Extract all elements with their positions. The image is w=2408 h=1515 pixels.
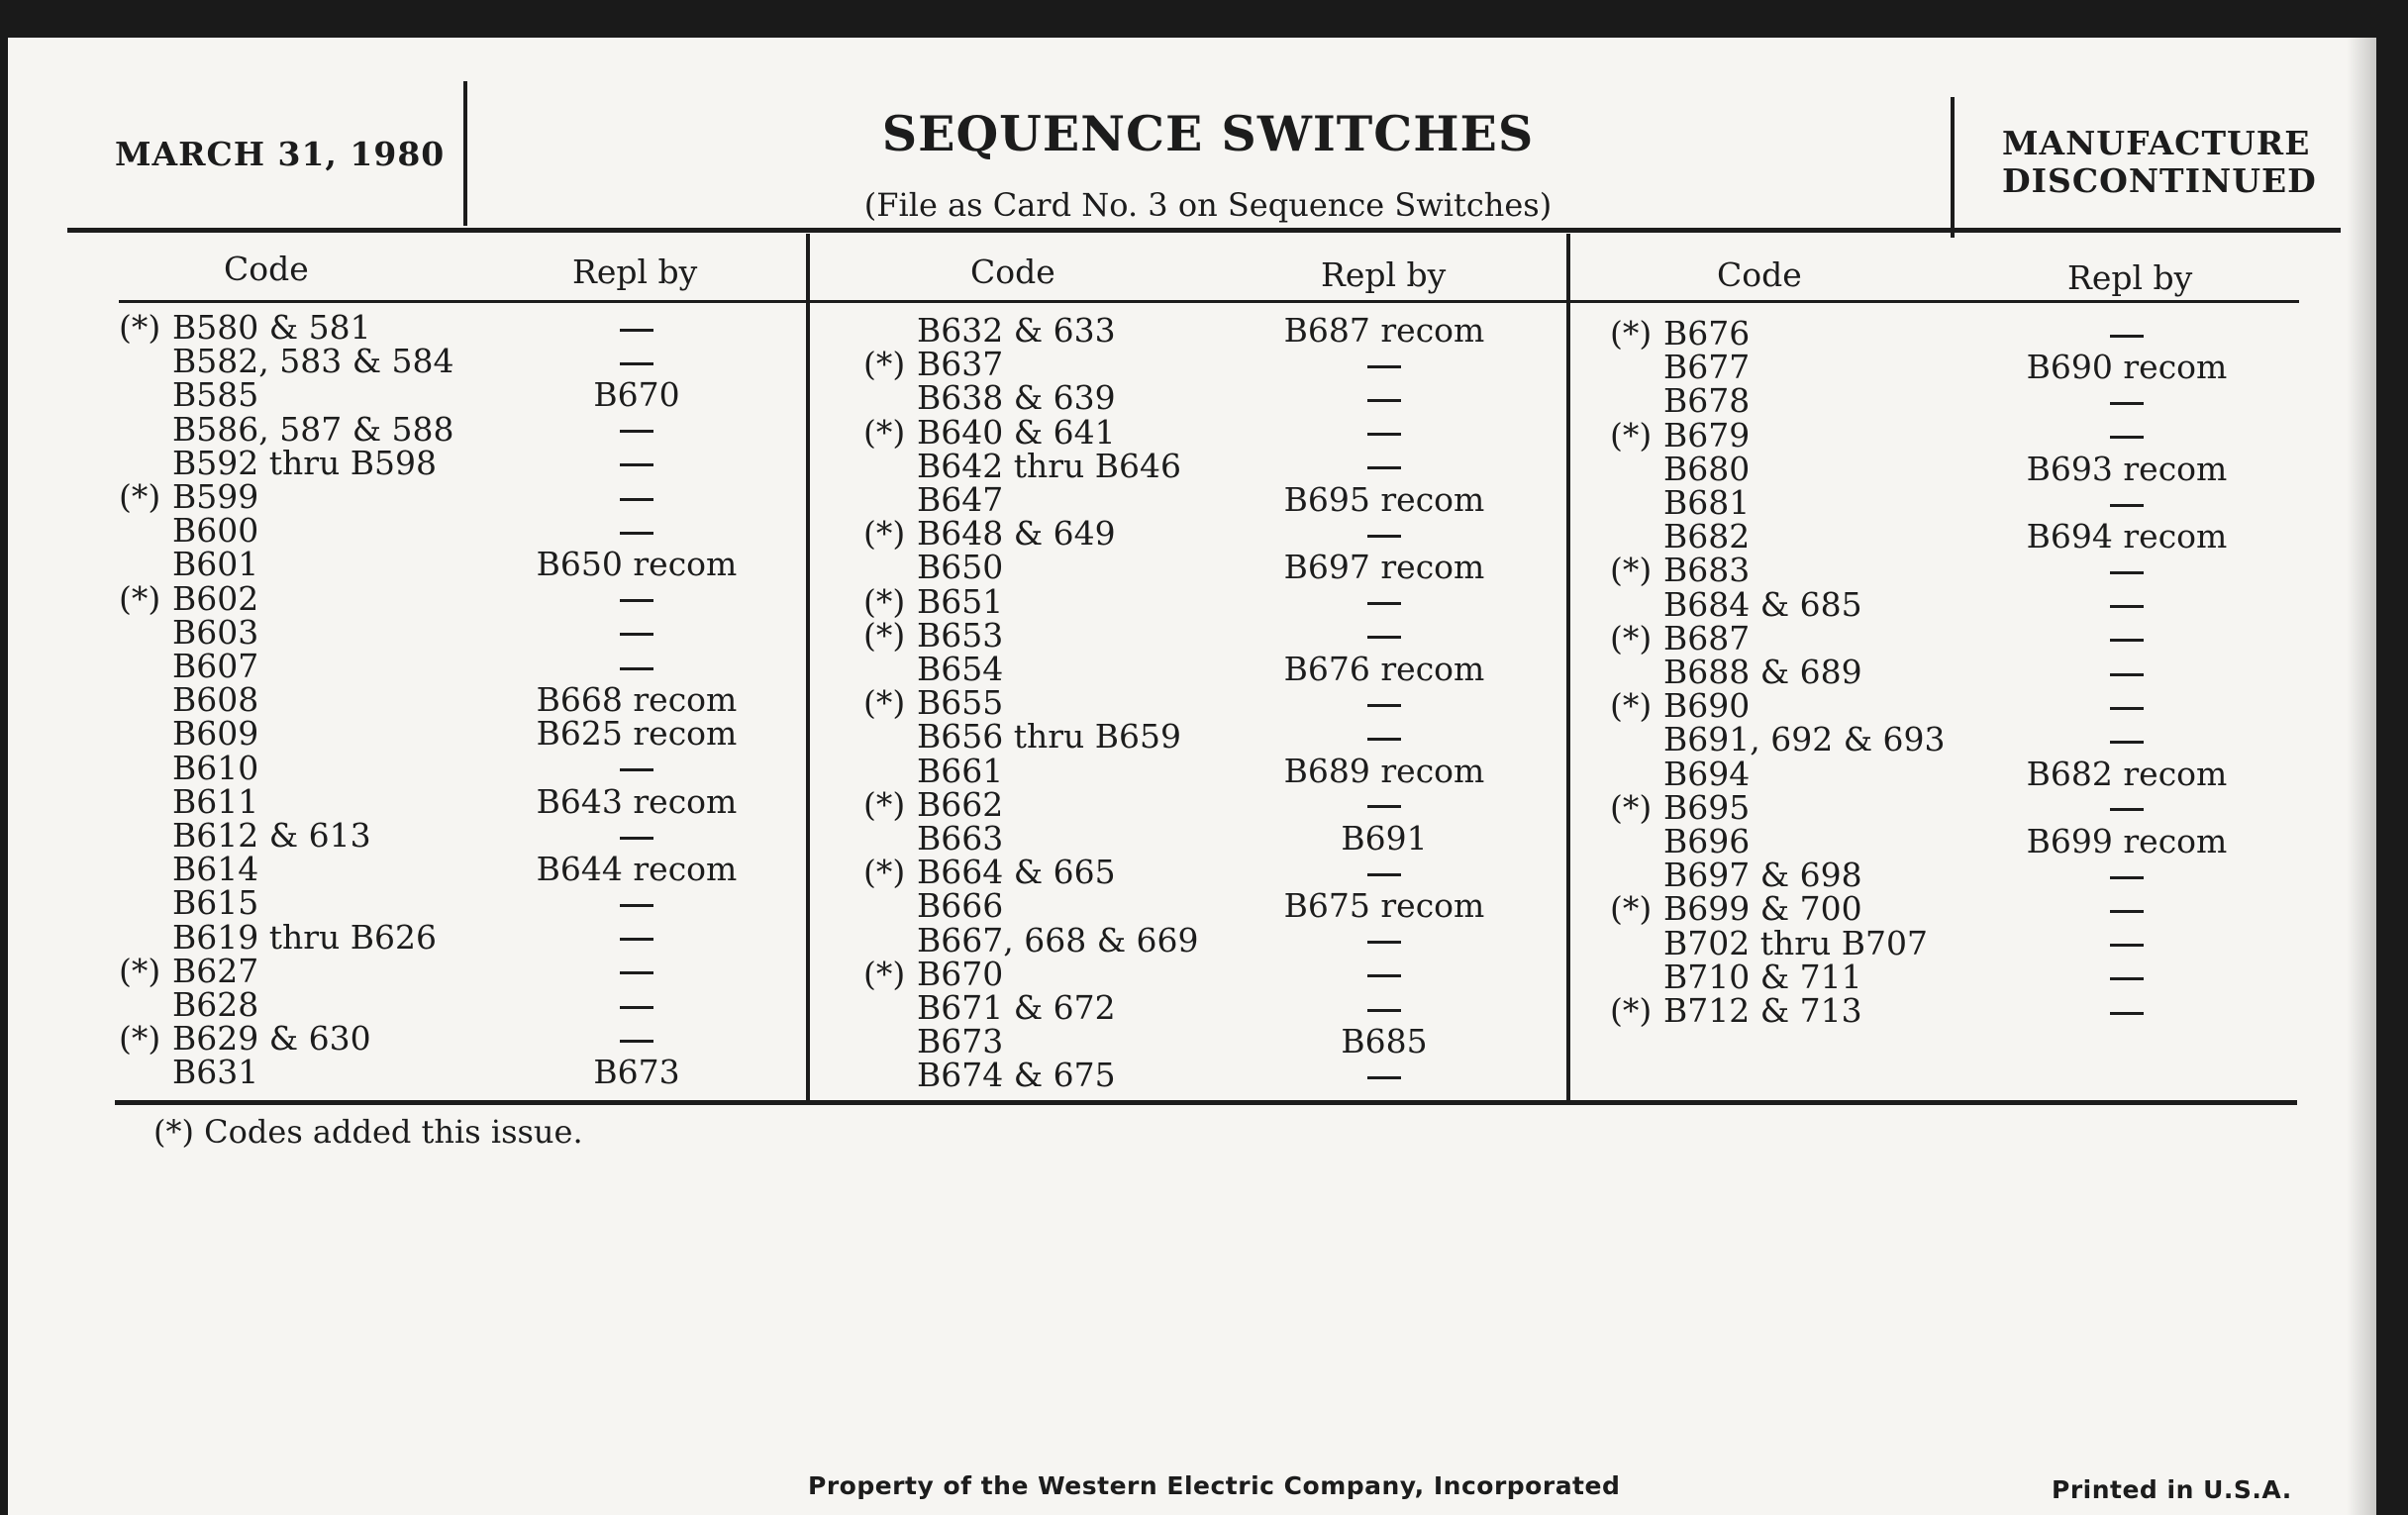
repl-cell: [1236, 517, 1533, 551]
repl-cell: B685: [1341, 1022, 1428, 1061]
dash-mark: [2110, 876, 2144, 879]
repl-cell: [488, 921, 785, 955]
dash-mark: [1367, 1076, 1401, 1079]
repl-cell: [488, 311, 785, 345]
dash-mark: [620, 904, 653, 907]
repl-cell: [488, 819, 785, 853]
code-cell: B608: [172, 680, 259, 720]
dash-mark: [1367, 365, 1401, 368]
dash-mark: [2110, 944, 2144, 947]
code-cell: B678: [1663, 381, 1751, 421]
repl-cell: [1978, 723, 2275, 757]
added-marker: (*): [863, 581, 906, 621]
dash-mark: [620, 362, 653, 365]
repl-cell: B693 recom: [2026, 449, 2228, 488]
dash-mark: [1367, 636, 1401, 639]
dash-mark: [620, 599, 653, 602]
code-cell: B602: [172, 578, 259, 618]
code-cell: B580 & 581: [172, 308, 371, 347]
code-cell: B694: [1663, 754, 1751, 793]
repl-cell: [1236, 856, 1533, 889]
code-cell: B695: [1663, 787, 1751, 827]
code-cell: B697 & 698: [1663, 856, 1862, 895]
code-cell: B615: [172, 883, 259, 923]
added-marker: (*): [863, 412, 906, 452]
dash-mark: [620, 430, 653, 433]
code-cell: B631: [172, 1053, 259, 1092]
code-cell: B688 & 689: [1663, 653, 1862, 691]
dash-mark: [1367, 873, 1401, 876]
dash-mark: [1367, 1009, 1401, 1012]
code-cell: B663: [917, 819, 1004, 858]
code-cell: B684 & 685: [1663, 584, 1862, 624]
repl-cell: [488, 886, 785, 920]
title-block: [465, 105, 1951, 224]
code-cell: B586, 587 & 588: [172, 409, 454, 449]
dash-mark: [2110, 504, 2144, 507]
repl-cell: B676 recom: [1283, 650, 1485, 688]
page-title: SEQUENCE SWITCHES: [881, 105, 1535, 162]
code-cell: B637: [917, 345, 1004, 384]
code-cell: B677: [1663, 348, 1751, 387]
added-marker: (*): [863, 514, 906, 554]
dash-mark: [620, 532, 653, 535]
code-cell: B702 thru B707: [1663, 923, 1928, 962]
added-marker: (*): [863, 784, 906, 824]
code-cell: B582, 583 & 584: [172, 342, 454, 381]
code-cell: B611: [172, 781, 259, 821]
repl-cell: B694 recom: [2026, 517, 2228, 556]
repl-cell: [1236, 686, 1533, 720]
added-marker: (*): [1610, 551, 1653, 590]
status-block: [2002, 125, 2319, 200]
dash-mark: [1367, 704, 1401, 707]
code-cell: B654: [917, 650, 1004, 688]
dash-mark: [2110, 910, 2144, 913]
code-cell: B664 & 665: [917, 853, 1116, 892]
code-cell: B607: [172, 647, 259, 685]
repl-cell: [488, 988, 785, 1022]
repl-cell: [1978, 994, 2275, 1028]
code-cell: B696: [1663, 822, 1751, 860]
repl-cell: [1978, 892, 2275, 926]
repl-cell: B670: [593, 375, 680, 415]
repl-cell: [1236, 585, 1533, 619]
added-marker: (*): [1610, 991, 1653, 1030]
code-cell: B655: [917, 683, 1004, 723]
repl-cell: B691: [1341, 819, 1428, 858]
repl-cell: [1236, 1059, 1533, 1092]
repl-cell: [1236, 788, 1533, 822]
repl-cell: [1978, 960, 2275, 994]
repl-cell: B695 recom: [1283, 480, 1485, 519]
dash-mark: [620, 938, 653, 941]
repl-cell: [488, 480, 785, 514]
code-cell: B585: [172, 375, 259, 415]
added-marker: (*): [863, 853, 906, 892]
repl-cell: [1236, 991, 1533, 1025]
added-marker: (*): [119, 308, 161, 347]
dash-mark: [620, 971, 653, 974]
code-cell: B656 thru B659: [917, 717, 1181, 757]
dash-mark: [620, 667, 653, 670]
code-cell: B610: [172, 748, 259, 787]
code-cell: B681: [1663, 483, 1751, 522]
added-marker: (*): [119, 951, 161, 990]
repl-cell: [488, 582, 785, 616]
repl-cell: [488, 955, 785, 988]
dash-mark: [1367, 974, 1401, 977]
issue-date: MARCH 31, 1980: [115, 135, 446, 173]
code-cell: B676: [1663, 314, 1751, 353]
code-cell: B638 & 639: [917, 378, 1116, 418]
dash-mark: [2110, 571, 2144, 574]
code-cell: B647: [917, 480, 1004, 519]
code-cell: B609: [172, 714, 259, 754]
repl-cell: B689 recom: [1283, 751, 1485, 790]
dash-mark: [620, 329, 653, 332]
code-cell: B629 & 630: [172, 1019, 371, 1059]
code-cell: B640 & 641: [917, 412, 1116, 452]
dash-mark: [2110, 335, 2144, 338]
footnote: (*) Codes added this issue.: [153, 1113, 583, 1151]
code-cell: B653: [917, 615, 1004, 655]
dash-mark: [2110, 639, 2144, 642]
dash-mark: [2110, 977, 2144, 980]
code-cell: B666: [917, 886, 1004, 926]
dash-mark: [620, 463, 653, 466]
code-cell: B662: [917, 784, 1004, 824]
repl-cell: [1978, 689, 2275, 723]
repl-cell: B625 recom: [536, 714, 738, 754]
added-marker: (*): [863, 345, 906, 384]
repl-cell: [1978, 419, 2275, 453]
code-cell: B679: [1663, 415, 1751, 454]
repl-cell: [488, 345, 785, 378]
repl-cell: B668 recom: [536, 680, 738, 720]
dash-mark: [2110, 436, 2144, 439]
repl-cell: B675 recom: [1283, 886, 1485, 926]
repl-cell: [488, 447, 785, 480]
column-header-rule: [119, 300, 2299, 303]
added-marker: (*): [863, 615, 906, 655]
code-cell: B592 thru B598: [172, 443, 437, 482]
column-header-repl: Repl by: [572, 252, 698, 291]
dash-mark: [620, 1040, 653, 1043]
dash-mark: [2110, 673, 2144, 676]
status-line-2: DISCONTINUED: [2002, 161, 2317, 200]
code-cell: B690: [1663, 686, 1751, 726]
code-cell: B691, 692 & 693: [1663, 720, 1946, 759]
dash-mark: [1367, 805, 1401, 808]
column-header-repl: Repl by: [2067, 258, 2193, 297]
column-header-code: Code: [224, 250, 309, 288]
code-cell: B699 & 700: [1663, 889, 1862, 929]
added-marker: (*): [119, 1019, 161, 1059]
dash-mark: [620, 1006, 653, 1009]
page-subtitle: (File as Card No. 3 on Sequence Switches): [863, 186, 1553, 224]
repl-cell: B687 recom: [1283, 311, 1485, 350]
repl-cell: B682 recom: [2026, 754, 2228, 793]
header-rule: [67, 228, 2341, 233]
dash-mark: [1367, 738, 1401, 741]
added-marker: (*): [863, 954, 906, 993]
table-bottom-rule: [115, 1100, 2297, 1105]
dash-mark: [2110, 707, 2144, 710]
code-cell: B603: [172, 612, 259, 652]
repl-cell: B644 recom: [536, 850, 738, 889]
repl-cell: B697 recom: [1283, 548, 1485, 587]
repl-cell: B699 recom: [2026, 822, 2228, 860]
code-cell: B599: [172, 477, 259, 516]
dash-mark: [2110, 1012, 2144, 1015]
dash-mark: [2110, 402, 2144, 405]
added-marker: (*): [1610, 889, 1653, 929]
dash-mark: [1367, 466, 1401, 469]
column-header-repl: Repl by: [1321, 255, 1447, 294]
repl-cell: [1236, 720, 1533, 754]
code-cell: B628: [172, 985, 259, 1024]
dash-mark: [1367, 399, 1401, 402]
dash-mark: [2110, 741, 2144, 744]
code-cell: B710 & 711: [1663, 957, 1862, 996]
page-edge-shadow: [2347, 38, 2376, 1515]
code-cell: B670: [917, 954, 1004, 993]
dash-mark: [620, 633, 653, 636]
repl-cell: [488, 413, 785, 447]
dash-mark: [2110, 605, 2144, 608]
dash-mark: [2110, 808, 2144, 811]
code-cell: B642 thru B646: [917, 446, 1181, 485]
repl-cell: [1978, 791, 2275, 825]
repl-cell: [488, 514, 785, 548]
repl-cell: [1236, 381, 1533, 415]
added-marker: (*): [119, 578, 161, 618]
column-header-code: Code: [1717, 255, 1802, 294]
added-marker: (*): [1610, 686, 1653, 726]
code-cell: B648 & 649: [917, 514, 1116, 554]
code-cell: B619 thru B626: [172, 917, 437, 957]
added-marker: (*): [1610, 618, 1653, 657]
repl-cell: [1236, 416, 1533, 450]
code-cell: B682: [1663, 517, 1751, 556]
dash-mark: [620, 837, 653, 840]
footer-property: Property of the Western Electric Company, Incorporated: [808, 1471, 1621, 1500]
repl-cell: [1978, 486, 2275, 520]
code-cell: B671 & 672: [917, 988, 1116, 1027]
column-divider-1: [806, 234, 810, 1101]
header-divider-right: [1951, 97, 1955, 238]
code-cell: B683: [1663, 551, 1751, 590]
repl-cell: [1978, 858, 2275, 892]
code-cell: B632 & 633: [917, 311, 1116, 350]
repl-cell: B643 recom: [536, 781, 738, 821]
repl-cell: [1978, 317, 2275, 351]
column-divider-2: [1566, 234, 1570, 1101]
repl-cell: B650 recom: [536, 545, 738, 584]
repl-cell: [1978, 622, 2275, 656]
repl-cell: B690 recom: [2026, 348, 2228, 387]
dash-mark: [1367, 535, 1401, 538]
code-cell: B680: [1663, 449, 1751, 488]
repl-cell: [1978, 656, 2275, 689]
repl-cell: [1978, 588, 2275, 622]
repl-cell: [488, 752, 785, 785]
column-header-code: Code: [970, 252, 1055, 291]
dash-mark: [1367, 941, 1401, 944]
code-cell: B651: [917, 581, 1004, 621]
dash-mark: [620, 498, 653, 501]
code-cell: B627: [172, 951, 259, 990]
repl-cell: [1236, 348, 1533, 381]
code-cell: B601: [172, 545, 259, 584]
dash-mark: [620, 768, 653, 771]
repl-cell: B673: [593, 1053, 680, 1092]
footer-printed: Printed in U.S.A.: [2052, 1475, 2292, 1504]
repl-cell: [488, 1022, 785, 1056]
code-cell: B712 & 713: [1663, 991, 1862, 1030]
code-cell: B661: [917, 751, 1004, 790]
repl-cell: [1978, 554, 2275, 587]
status-line-1: MANUFACTURE: [2002, 124, 2311, 162]
code-cell: B650: [917, 548, 1004, 587]
repl-cell: [1978, 384, 2275, 418]
code-cell: B674 & 675: [917, 1056, 1116, 1095]
code-cell: B687: [1663, 618, 1751, 657]
dash-mark: [1367, 602, 1401, 605]
added-marker: (*): [863, 683, 906, 723]
repl-cell: [1236, 924, 1533, 958]
code-cell: B667, 668 & 669: [917, 920, 1199, 960]
code-cell: B673: [917, 1022, 1004, 1061]
added-marker: (*): [1610, 787, 1653, 827]
repl-cell: [1978, 927, 2275, 960]
repl-cell: [488, 650, 785, 683]
code-cell: B614: [172, 850, 259, 889]
added-marker: (*): [1610, 314, 1653, 353]
added-marker: (*): [119, 477, 161, 516]
repl-cell: [1236, 958, 1533, 991]
dash-mark: [1367, 433, 1401, 436]
code-cell: B612 & 613: [172, 816, 371, 855]
repl-cell: [488, 616, 785, 650]
code-cell: B600: [172, 511, 259, 551]
added-marker: (*): [1610, 415, 1653, 454]
repl-cell: [1236, 450, 1533, 483]
repl-cell: [1236, 619, 1533, 653]
